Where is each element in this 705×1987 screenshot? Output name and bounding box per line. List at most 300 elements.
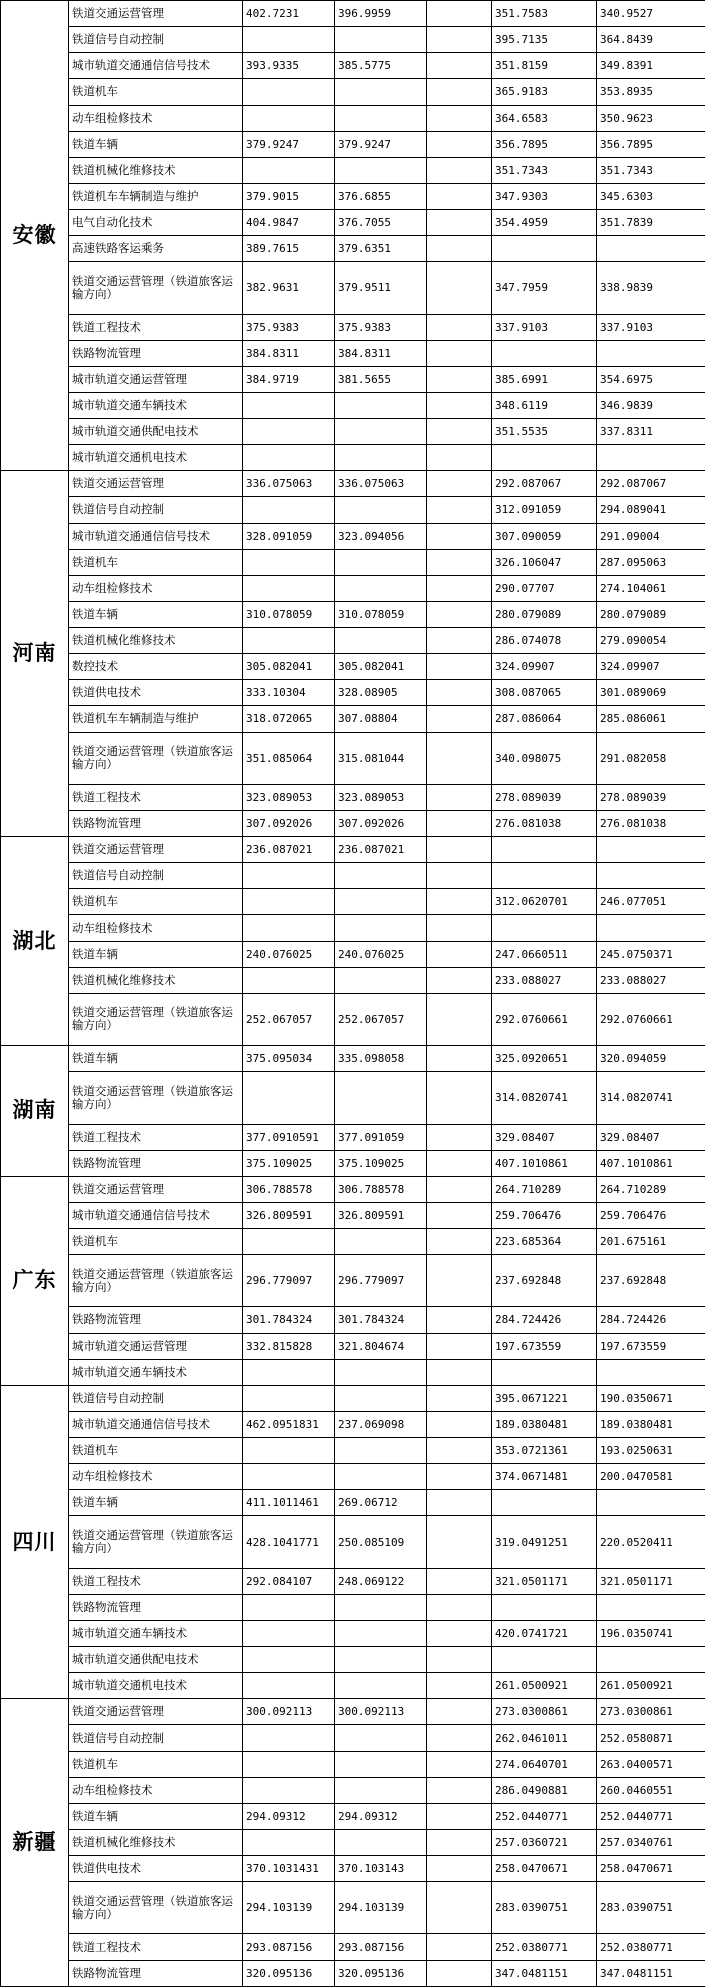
score-cell: [335, 1620, 427, 1646]
score-cell: [427, 1072, 492, 1124]
score-cell: 323.089053: [243, 784, 335, 810]
score-cell: 382.9631: [243, 262, 335, 314]
score-cell: [427, 1516, 492, 1568]
table-row: [1, 837, 705, 863]
score-cell: [427, 1307, 492, 1333]
score-cell: 337.9103: [597, 314, 705, 340]
score-cell: [335, 967, 427, 993]
score-cell: 314.0820741: [492, 1072, 597, 1124]
table-row: [1, 1803, 705, 1829]
score-cell: 340.9527: [597, 1, 705, 27]
major-name-cell: 城市轨道交通机电技术: [69, 1673, 243, 1699]
score-cell: 189.0380481: [597, 1411, 705, 1437]
table-row: [1, 392, 705, 418]
table-row: [1, 1620, 705, 1646]
score-cell: 259.706476: [492, 1202, 597, 1228]
table-row: [1, 1856, 705, 1882]
major-name-cell: 城市轨道交通车辆技术: [69, 392, 243, 418]
province-cell: 安徽: [1, 1, 69, 471]
major-name-cell: 铁路物流管理: [69, 810, 243, 836]
score-cell: [427, 1438, 492, 1464]
table-row: [1, 1490, 705, 1516]
score-cell: [243, 1385, 335, 1411]
score-cell: [243, 1464, 335, 1490]
score-cell: 263.0400571: [597, 1751, 705, 1777]
table-row: [1, 340, 705, 366]
score-cell: 354.6975: [597, 366, 705, 392]
score-cell: 320.094059: [597, 1046, 705, 1072]
score-cell: 351.7583: [492, 1, 597, 27]
score-cell: 301.784324: [243, 1307, 335, 1333]
score-cell: [427, 1699, 492, 1725]
score-cell: [427, 1960, 492, 1986]
table-row: [1, 1229, 705, 1255]
score-cell: [427, 837, 492, 863]
score-cell: 328.08905: [335, 680, 427, 706]
score-cell: 276.081038: [597, 810, 705, 836]
score-cell: 236.087021: [335, 837, 427, 863]
score-cell: 252.067057: [243, 993, 335, 1045]
table-row: [1, 863, 705, 889]
score-cell: 292.087067: [597, 471, 705, 497]
score-cell: [427, 183, 492, 209]
score-cell: 257.0340761: [597, 1829, 705, 1855]
score-cell: 337.8311: [597, 419, 705, 445]
score-cell: 278.089039: [597, 784, 705, 810]
table-row: [1, 993, 705, 1045]
score-cell: 375.095034: [243, 1046, 335, 1072]
score-cell: 395.7135: [492, 27, 597, 53]
score-cell: [492, 837, 597, 863]
major-name-cell: 铁道工程技术: [69, 784, 243, 810]
score-cell: 245.0750371: [597, 941, 705, 967]
score-cell: 286.074078: [492, 628, 597, 654]
score-cell: [597, 1490, 705, 1516]
score-cell: 351.5535: [492, 419, 597, 445]
score-cell: [427, 1594, 492, 1620]
score-cell: 269.06712: [335, 1490, 427, 1516]
table-row: [1, 1699, 705, 1725]
score-cell: 407.1010861: [597, 1150, 705, 1176]
table-row: [1, 236, 705, 262]
table-row: [1, 654, 705, 680]
score-cell: 247.0660511: [492, 941, 597, 967]
score-cell: 356.7895: [597, 131, 705, 157]
score-cell: 428.1041771: [243, 1516, 335, 1568]
score-cell: 283.0390751: [492, 1882, 597, 1934]
score-cell: [243, 1359, 335, 1385]
table-row: [1, 549, 705, 575]
score-cell: [427, 628, 492, 654]
major-name-cell: 铁道交通运营管理: [69, 1699, 243, 1725]
score-cell: 264.710289: [597, 1176, 705, 1202]
major-name-cell: 铁道工程技术: [69, 314, 243, 340]
major-name-cell: 铁道工程技术: [69, 1568, 243, 1594]
score-cell: [597, 863, 705, 889]
score-cell: 250.085109: [335, 1516, 427, 1568]
score-cell: [492, 863, 597, 889]
score-cell: 278.089039: [492, 784, 597, 810]
score-cell: 312.091059: [492, 497, 597, 523]
score-cell: [427, 445, 492, 471]
score-cell: [597, 445, 705, 471]
score-cell: [243, 392, 335, 418]
score-cell: [427, 654, 492, 680]
score-cell: 294.103139: [335, 1882, 427, 1934]
major-name-cell: 高速铁路客运乘务: [69, 236, 243, 262]
score-cell: 197.673559: [597, 1333, 705, 1359]
score-cell: [335, 1359, 427, 1385]
table-row: [1, 79, 705, 105]
table-row: [1, 1594, 705, 1620]
score-cell: 379.9511: [335, 262, 427, 314]
province-cell: 河南: [1, 471, 69, 837]
score-cell: [427, 131, 492, 157]
score-cell: 340.098075: [492, 732, 597, 784]
major-name-cell: 铁道交通运营管理: [69, 1176, 243, 1202]
score-cell: 301.784324: [335, 1307, 427, 1333]
major-name-cell: 动车组检修技术: [69, 915, 243, 941]
major-name-cell: 城市轨道交通供配电技术: [69, 1647, 243, 1673]
score-cell: 201.675161: [597, 1229, 705, 1255]
major-name-cell: 动车组检修技术: [69, 1777, 243, 1803]
major-name-cell: 城市轨道交通机电技术: [69, 445, 243, 471]
score-cell: 280.079089: [597, 601, 705, 627]
score-cell: 248.069122: [335, 1568, 427, 1594]
score-cell: 321.804674: [335, 1333, 427, 1359]
score-cell: 200.0470581: [597, 1464, 705, 1490]
score-cell: [335, 1385, 427, 1411]
score-cell: [427, 392, 492, 418]
major-name-cell: 城市轨道交通通信信号技术: [69, 1411, 243, 1437]
score-cell: 306.788578: [243, 1176, 335, 1202]
score-cell: 323.089053: [335, 784, 427, 810]
score-cell: 351.7343: [597, 157, 705, 183]
score-cell: [243, 915, 335, 941]
table-row: [1, 262, 705, 314]
score-cell: 351.085064: [243, 732, 335, 784]
score-cell: 312.0620701: [492, 889, 597, 915]
score-cell: 462.0951831: [243, 1411, 335, 1437]
score-cell: 190.0350671: [597, 1385, 705, 1411]
table-row: [1, 706, 705, 732]
table-row: [1, 1072, 705, 1124]
score-cell: [243, 27, 335, 53]
table-row: [1, 1464, 705, 1490]
score-cell: [335, 1438, 427, 1464]
score-cell: [492, 1359, 597, 1385]
score-cell: 336.075063: [335, 471, 427, 497]
table-row: [1, 889, 705, 915]
score-cell: [243, 1751, 335, 1777]
score-cell: [492, 340, 597, 366]
score-cell: [427, 941, 492, 967]
score-cell: 258.0470671: [597, 1856, 705, 1882]
score-cell: 300.092113: [335, 1699, 427, 1725]
score-cell: 285.086061: [597, 706, 705, 732]
score-cell: 376.6855: [335, 183, 427, 209]
score-cell: 290.07707: [492, 575, 597, 601]
score-cell: 284.724426: [597, 1307, 705, 1333]
score-cell: 320.095136: [243, 1960, 335, 1986]
major-name-cell: 铁道交通运营管理（铁道旅客运输方向）: [69, 732, 243, 784]
score-cell: 350.9623: [597, 105, 705, 131]
major-name-cell: 铁道车辆: [69, 1490, 243, 1516]
major-name-cell: 铁路物流管理: [69, 340, 243, 366]
score-cell: 407.1010861: [492, 1150, 597, 1176]
score-cell: [427, 1359, 492, 1385]
table-row: [1, 1307, 705, 1333]
score-cell: [427, 1934, 492, 1960]
score-cell: [427, 1777, 492, 1803]
score-cell: [427, 1, 492, 27]
score-cell: [335, 105, 427, 131]
score-cell: 329.08407: [492, 1124, 597, 1150]
score-cell: 332.815828: [243, 1333, 335, 1359]
score-cell: [427, 1464, 492, 1490]
score-cell: [335, 497, 427, 523]
table-row: [1, 1, 705, 27]
score-cell: [243, 1229, 335, 1255]
score-cell: [427, 1751, 492, 1777]
score-cell: [427, 471, 492, 497]
score-cell: 364.8439: [597, 27, 705, 53]
score-cell: [427, 575, 492, 601]
score-cell: 347.9303: [492, 183, 597, 209]
score-cell: 286.0490881: [492, 1777, 597, 1803]
major-name-cell: 铁道信号自动控制: [69, 1385, 243, 1411]
score-cell: [335, 1072, 427, 1124]
score-table-body: [1, 1, 705, 1987]
major-name-cell: 城市轨道交通通信信号技术: [69, 53, 243, 79]
score-cell: [243, 1673, 335, 1699]
score-cell: 307.092026: [335, 810, 427, 836]
score-cell: [243, 1438, 335, 1464]
table-row: [1, 784, 705, 810]
major-name-cell: 铁道机车: [69, 1229, 243, 1255]
score-cell: 252.0440771: [492, 1803, 597, 1829]
score-cell: 370.1031431: [243, 1856, 335, 1882]
score-cell: 233.088027: [597, 967, 705, 993]
score-cell: 320.095136: [335, 1960, 427, 1986]
score-cell: 300.092113: [243, 1699, 335, 1725]
score-cell: [427, 732, 492, 784]
score-cell: 321.0501171: [492, 1568, 597, 1594]
score-cell: 370.103143: [335, 1856, 427, 1882]
major-name-cell: 铁道工程技术: [69, 1124, 243, 1150]
score-cell: 276.081038: [492, 810, 597, 836]
score-cell: 326.809591: [243, 1202, 335, 1228]
score-cell: 404.9847: [243, 210, 335, 236]
table-row: [1, 601, 705, 627]
major-name-cell: 铁道机械化维修技术: [69, 967, 243, 993]
major-name-cell: 城市轨道交通通信信号技术: [69, 1202, 243, 1228]
score-cell: 252.0380771: [597, 1934, 705, 1960]
score-cell: [335, 1594, 427, 1620]
score-cell: [492, 1647, 597, 1673]
major-name-cell: 铁道机车: [69, 1438, 243, 1464]
score-cell: 292.0760661: [492, 993, 597, 1045]
score-cell: 325.0920651: [492, 1046, 597, 1072]
score-cell: [427, 157, 492, 183]
score-cell: 279.090054: [597, 628, 705, 654]
score-cell: [243, 1777, 335, 1803]
score-cell: 354.4959: [492, 210, 597, 236]
major-name-cell: 城市轨道交通运营管理: [69, 366, 243, 392]
major-name-cell: 城市轨道交通车辆技术: [69, 1359, 243, 1385]
table-row: [1, 53, 705, 79]
table-row: [1, 183, 705, 209]
province-cell: 广东: [1, 1176, 69, 1385]
score-cell: 376.7055: [335, 210, 427, 236]
score-cell: [427, 549, 492, 575]
major-name-cell: 铁道交通运营管理: [69, 837, 243, 863]
major-name-cell: 动车组检修技术: [69, 575, 243, 601]
major-name-cell: 铁道交通运营管理: [69, 471, 243, 497]
score-cell: 237.069098: [335, 1411, 427, 1437]
major-name-cell: 铁道交通运营管理: [69, 1, 243, 27]
major-name-cell: 铁路物流管理: [69, 1150, 243, 1176]
score-cell: [243, 549, 335, 575]
major-name-cell: 数控技术: [69, 654, 243, 680]
major-name-cell: 铁道机械化维修技术: [69, 628, 243, 654]
score-cell: [427, 1803, 492, 1829]
table-row: [1, 941, 705, 967]
score-cell: 193.0250631: [597, 1438, 705, 1464]
major-name-cell: 城市轨道交通运营管理: [69, 1333, 243, 1359]
score-cell: [427, 1673, 492, 1699]
table-row: [1, 1176, 705, 1202]
score-cell: 274.104061: [597, 575, 705, 601]
score-cell: [427, 915, 492, 941]
score-cell: 274.0640701: [492, 1751, 597, 1777]
score-cell: 323.094056: [335, 523, 427, 549]
score-cell: 237.692848: [597, 1255, 705, 1307]
score-cell: 296.779097: [243, 1255, 335, 1307]
score-cell: 261.0500921: [597, 1673, 705, 1699]
score-cell: 315.081044: [335, 732, 427, 784]
score-cell: 375.109025: [335, 1150, 427, 1176]
score-cell: 396.9959: [335, 1, 427, 27]
major-name-cell: 铁道交通运营管理（铁道旅客运输方向）: [69, 1072, 243, 1124]
score-cell: 252.0440771: [597, 1803, 705, 1829]
table-row: [1, 1438, 705, 1464]
major-name-cell: 铁道信号自动控制: [69, 1725, 243, 1751]
score-cell: [427, 1150, 492, 1176]
table-row: [1, 1777, 705, 1803]
score-cell: [243, 79, 335, 105]
score-cell: [492, 1490, 597, 1516]
score-cell: 328.091059: [243, 523, 335, 549]
table-row: [1, 1647, 705, 1673]
major-name-cell: 铁道车辆: [69, 131, 243, 157]
major-name-cell: 铁道车辆: [69, 941, 243, 967]
score-cell: 385.5775: [335, 53, 427, 79]
table-row: [1, 1359, 705, 1385]
score-cell: 189.0380481: [492, 1411, 597, 1437]
major-name-cell: 铁道车辆: [69, 1046, 243, 1072]
score-cell: 294.09312: [243, 1803, 335, 1829]
major-name-cell: 铁道车辆: [69, 601, 243, 627]
score-cell: [335, 1229, 427, 1255]
score-cell: [597, 837, 705, 863]
score-cell: [243, 157, 335, 183]
score-cell: [427, 993, 492, 1045]
score-cell: [427, 706, 492, 732]
score-cell: [427, 262, 492, 314]
table-row: [1, 471, 705, 497]
score-cell: [427, 680, 492, 706]
major-name-cell: 铁道交通运营管理（铁道旅客运输方向）: [69, 1255, 243, 1307]
score-cell: [243, 1072, 335, 1124]
score-cell: 336.075063: [243, 471, 335, 497]
score-cell: [492, 1594, 597, 1620]
table-row: [1, 1150, 705, 1176]
table-row: [1, 1411, 705, 1437]
score-cell: [427, 210, 492, 236]
score-cell: [427, 340, 492, 366]
score-cell: 220.0520411: [597, 1516, 705, 1568]
score-cell: [243, 445, 335, 471]
table-row: [1, 210, 705, 236]
score-cell: [243, 419, 335, 445]
score-cell: [427, 1333, 492, 1359]
score-cell: 351.7343: [492, 157, 597, 183]
score-cell: 384.8311: [243, 340, 335, 366]
score-cell: 348.6119: [492, 392, 597, 418]
score-cell: 321.0501171: [597, 1568, 705, 1594]
score-cell: [597, 1594, 705, 1620]
score-cell: 280.079089: [492, 601, 597, 627]
score-cell: 420.0741721: [492, 1620, 597, 1646]
score-cell: [427, 1856, 492, 1882]
score-cell: 259.706476: [597, 1202, 705, 1228]
table-row: [1, 1333, 705, 1359]
score-cell: [427, 1725, 492, 1751]
table-row: [1, 732, 705, 784]
score-cell: 324.09907: [492, 654, 597, 680]
score-cell: [427, 889, 492, 915]
score-cell: 335.098058: [335, 1046, 427, 1072]
score-cell: 384.8311: [335, 340, 427, 366]
score-cell: 395.0671221: [492, 1385, 597, 1411]
table-row: [1, 1673, 705, 1699]
score-cell: [243, 628, 335, 654]
score-cell: 353.0721361: [492, 1438, 597, 1464]
table-row: [1, 1255, 705, 1307]
score-cell: 356.7895: [492, 131, 597, 157]
table-row: [1, 497, 705, 523]
table-row: [1, 523, 705, 549]
score-cell: [597, 340, 705, 366]
score-cell: 305.082041: [243, 654, 335, 680]
major-name-cell: 电气自动化技术: [69, 210, 243, 236]
major-name-cell: 铁道信号自动控制: [69, 863, 243, 889]
score-cell: [427, 79, 492, 105]
score-cell: 384.9719: [243, 366, 335, 392]
score-cell: [335, 575, 427, 601]
major-name-cell: 动车组检修技术: [69, 1464, 243, 1490]
major-name-cell: 铁道交通运营管理（铁道旅客运输方向）: [69, 1516, 243, 1568]
table-row: [1, 419, 705, 445]
score-cell: 337.9103: [492, 314, 597, 340]
score-cell: [243, 1647, 335, 1673]
score-cell: [427, 105, 492, 131]
score-cell: 379.9247: [243, 131, 335, 157]
score-cell: 310.078059: [243, 601, 335, 627]
table-row: [1, 1751, 705, 1777]
score-cell: 314.0820741: [597, 1072, 705, 1124]
